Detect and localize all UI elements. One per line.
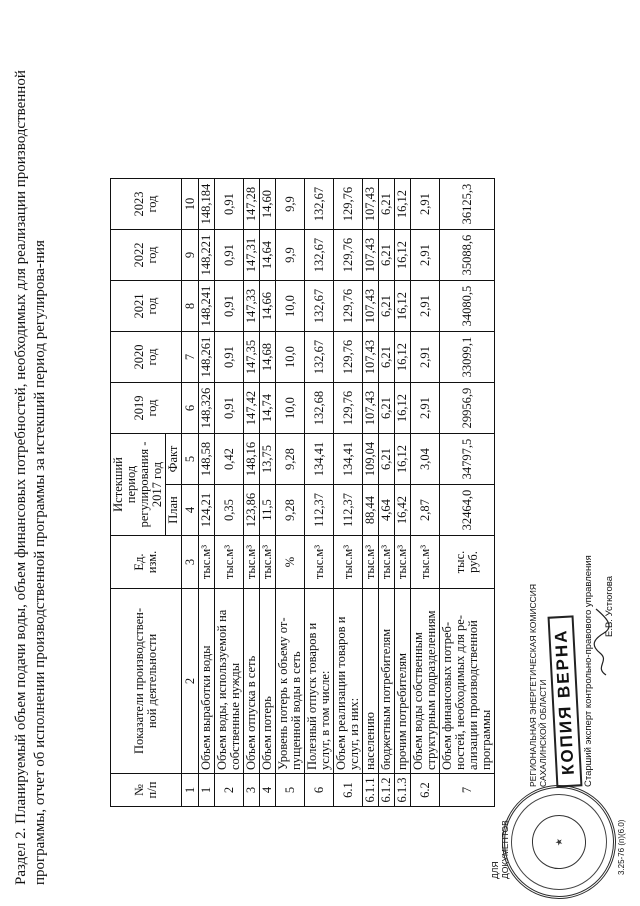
- value-2019: 16,12: [395, 383, 411, 434]
- value-2019: 107,43: [363, 383, 379, 434]
- value-2020: 129,76: [334, 332, 363, 383]
- indicator-name: Объем воды, используемой на собственные нужды: [215, 589, 244, 774]
- row-number: 6.1.2: [379, 774, 395, 807]
- row-number: 2: [215, 774, 244, 807]
- value-2023: 0,91: [215, 179, 244, 230]
- value-2023: 129,76: [334, 179, 363, 230]
- plan-value: 4,64: [379, 485, 395, 536]
- header-fact: Факт: [166, 434, 182, 485]
- plan-value: 112,37: [305, 485, 334, 536]
- unit-cell: %: [276, 536, 305, 589]
- indicator-name: Уровень потерь к объему от-пущенной воды в сеть: [276, 589, 305, 774]
- value-2023: 107,43: [363, 179, 379, 230]
- value-2021: 10,0: [276, 281, 305, 332]
- indicator-name: прочим потребителям: [395, 589, 411, 774]
- value-2023: 147,28: [244, 179, 260, 230]
- row-number: 6.1.3: [395, 774, 411, 807]
- plan-value: 88,44: [363, 485, 379, 536]
- fact-value: 0,42: [215, 434, 244, 485]
- value-2019: 129,76: [334, 383, 363, 434]
- value-2022: 35088,6: [440, 230, 495, 281]
- value-2023: 2,91: [411, 179, 440, 230]
- value-2021: 16,12: [395, 281, 411, 332]
- table-row: [379, 179, 395, 807]
- value-2020: 0,91: [215, 332, 244, 383]
- form-code: 3.25-76 (п)(6.0): [617, 819, 626, 875]
- index-cell: 4: [182, 485, 199, 536]
- value-2020: 14,68: [260, 332, 276, 383]
- plan-value: 112,37: [334, 485, 363, 536]
- plan-value: 11,5: [260, 485, 276, 536]
- plan-value: 123,86: [244, 485, 260, 536]
- value-2023: 148,184: [199, 179, 215, 230]
- value-2020: 148,261: [199, 332, 215, 383]
- value-2021: 148,241: [199, 281, 215, 332]
- value-2023: 16,12: [395, 179, 411, 230]
- fact-value: 9,28: [276, 434, 305, 485]
- section-heading: Раздел 2. Планируемый объем подачи воды, объем финансовых потребностей, необходимых для реализации производственной программы, отчет об исполнении производственной программы за истекший период регулирова-ния: [13, 70, 48, 885]
- value-2019: 6,21: [379, 383, 395, 434]
- table-row: [244, 179, 260, 807]
- value-2021: 14,66: [260, 281, 276, 332]
- value-2020: 33099,1: [440, 332, 495, 383]
- table-row: [440, 179, 495, 807]
- fact-value: 34797,5: [440, 434, 495, 485]
- plan-value: 124,21: [199, 485, 215, 536]
- organization-name: РЕГИОНАЛЬНАЯ ЭНЕРГЕТИЧЕСКАЯ КОМИССИЯ САХАЛИНСКОЙ ОБЛАСТИ: [528, 583, 548, 787]
- table-row: [260, 179, 276, 807]
- value-2022: 132,67: [305, 230, 334, 281]
- unit-cell: тыс.м³: [411, 536, 440, 589]
- index-cell: 1: [182, 774, 199, 807]
- value-2020: 107,43: [363, 332, 379, 383]
- fact-value: 148,58: [199, 434, 215, 485]
- for-documents-label: ДЛЯ ДОКУМЕНТОВ: [490, 820, 510, 879]
- value-2021: 132,67: [305, 281, 334, 332]
- row-number: 6: [305, 774, 334, 807]
- plan-value: 32464,0: [440, 485, 495, 536]
- indicator-name: Объем реализации товаров и услуг, из них:: [334, 589, 363, 774]
- row-number: 6.1.1: [363, 774, 379, 807]
- header-num: № п/п: [111, 774, 182, 807]
- handwritten-signature: [590, 607, 612, 677]
- value-2020: 147,35: [244, 332, 260, 383]
- value-2022: 147,31: [244, 230, 260, 281]
- table-row: [363, 179, 379, 807]
- indicator-name: Полезный отпуск товаров и услуг, в том числе:: [305, 589, 334, 774]
- official-seal: [495, 778, 624, 906]
- unit-cell: тыс.м³: [379, 536, 395, 589]
- production-program-table: [110, 178, 495, 807]
- plan-value: 9,28: [276, 485, 305, 536]
- fact-value: 6,21: [379, 434, 395, 485]
- value-2023: 9,9: [276, 179, 305, 230]
- seal-center: ★: [529, 812, 590, 873]
- row-number: 5: [276, 774, 305, 807]
- table-row: [199, 179, 215, 807]
- header-year-2021: 2021 год: [111, 281, 182, 332]
- index-cell: 8: [182, 281, 199, 332]
- table-row: [334, 179, 363, 807]
- header-year-2022: 2022 год: [111, 230, 182, 281]
- table-row: [395, 179, 411, 807]
- header-unit: Ед. изм.: [111, 536, 182, 589]
- value-2022: 129,76: [334, 230, 363, 281]
- value-2022: 2,91: [411, 230, 440, 281]
- header-indicator: Показатели производствен- ной деятельности: [111, 589, 182, 774]
- value-2021: 2,91: [411, 281, 440, 332]
- unit-cell: тыс.м³: [305, 536, 334, 589]
- indicator-name: бюджетным потребителям: [379, 589, 395, 774]
- header-period: Истекший период регулирования - 2017 год: [111, 434, 166, 536]
- unit-cell: тыс.м³: [199, 536, 215, 589]
- value-2022: 107,43: [363, 230, 379, 281]
- header-plan: План: [166, 485, 182, 536]
- value-2020: 6,21: [379, 332, 395, 383]
- index-cell: 3: [182, 536, 199, 589]
- value-2019: 147,42: [244, 383, 260, 434]
- header-year-2020: 2020 год: [111, 332, 182, 383]
- row-number: 7: [440, 774, 495, 807]
- fact-value: 109,04: [363, 434, 379, 485]
- unit-cell: тыс.м³: [334, 536, 363, 589]
- index-cell: 10: [182, 179, 199, 230]
- fact-value: 13,75: [260, 434, 276, 485]
- column-index-row: [182, 179, 199, 807]
- row-number: 6.2: [411, 774, 440, 807]
- row-number: 4: [260, 774, 276, 807]
- value-2022: 6,21: [379, 230, 395, 281]
- value-2022: 148,221: [199, 230, 215, 281]
- unit-cell: тыс. руб.: [440, 536, 495, 589]
- value-2019: 14,74: [260, 383, 276, 434]
- value-2020: 132,67: [305, 332, 334, 383]
- fact-value: 134,41: [305, 434, 334, 485]
- value-2021: 6,21: [379, 281, 395, 332]
- plan-value: 0,35: [215, 485, 244, 536]
- value-2023: 6,21: [379, 179, 395, 230]
- indicator-name: населению: [363, 589, 379, 774]
- index-cell: 7: [182, 332, 199, 383]
- value-2019: 10,0: [276, 383, 305, 434]
- value-2019: 132,68: [305, 383, 334, 434]
- unit-cell: тыс.м³: [363, 536, 379, 589]
- index-cell: 2: [182, 589, 199, 774]
- value-2022: 16,12: [395, 230, 411, 281]
- row-number: 1: [199, 774, 215, 807]
- fact-value: 134,41: [334, 434, 363, 485]
- indicator-name: Объем финансовых потреб-ностей, необходимых для ре-ализации производственной программы: [440, 589, 495, 774]
- row-number: 3: [244, 774, 260, 807]
- indicator-name: Объем потерь: [260, 589, 276, 774]
- fact-value: 3,04: [411, 434, 440, 485]
- value-2022: 0,91: [215, 230, 244, 281]
- index-cell: 9: [182, 230, 199, 281]
- fact-value: 16,12: [395, 434, 411, 485]
- value-2021: 129,76: [334, 281, 363, 332]
- indicator-name: Объем отпуска в сеть: [244, 589, 260, 774]
- value-2021: 0,91: [215, 281, 244, 332]
- plan-value: 2,87: [411, 485, 440, 536]
- copy-verified-stamp: КОПИЯ ВЕРНА: [548, 616, 583, 788]
- value-2022: 14,64: [260, 230, 276, 281]
- value-2019: 0,91: [215, 383, 244, 434]
- value-2023: 36125,3: [440, 179, 495, 230]
- indicator-name: Объем выработки воды: [199, 589, 215, 774]
- value-2020: 10,0: [276, 332, 305, 383]
- table-body: [182, 179, 495, 807]
- plan-value: 16,42: [395, 485, 411, 536]
- indicator-name: Объем воды собственным структурным подразделениям: [411, 589, 440, 774]
- table-row: [215, 179, 244, 807]
- signer-name: Е.В. Устюгова: [604, 576, 615, 637]
- value-2021: 107,43: [363, 281, 379, 332]
- index-cell: 6: [182, 383, 199, 434]
- unit-cell: тыс.м³: [395, 536, 411, 589]
- value-2019: 29956,9: [440, 383, 495, 434]
- seal-ring: [505, 788, 613, 896]
- row-number: 6.1: [334, 774, 363, 807]
- fact-value: 148,16: [244, 434, 260, 485]
- value-2020: 2,91: [411, 332, 440, 383]
- header-year-2019: 2019 год: [111, 383, 182, 434]
- value-2020: 16,12: [395, 332, 411, 383]
- value-2023: 14,60: [260, 179, 276, 230]
- header-year-2023: 2023 год: [111, 179, 182, 230]
- unit-cell: тыс.м³: [260, 536, 276, 589]
- value-2021: 34080,5: [440, 281, 495, 332]
- value-2022: 9,9: [276, 230, 305, 281]
- value-2023: 132,67: [305, 179, 334, 230]
- table-row: [411, 179, 440, 807]
- table-row: [276, 179, 305, 807]
- signer-role: Старший эксперт контрольно-правового управления: [583, 555, 594, 787]
- table-row: [305, 179, 334, 807]
- value-2019: 148,326: [199, 383, 215, 434]
- index-cell: 5: [182, 434, 199, 485]
- unit-cell: тыс.м³: [215, 536, 244, 589]
- value-2021: 147,33: [244, 281, 260, 332]
- value-2019: 2,91: [411, 383, 440, 434]
- unit-cell: тыс.м³: [244, 536, 260, 589]
